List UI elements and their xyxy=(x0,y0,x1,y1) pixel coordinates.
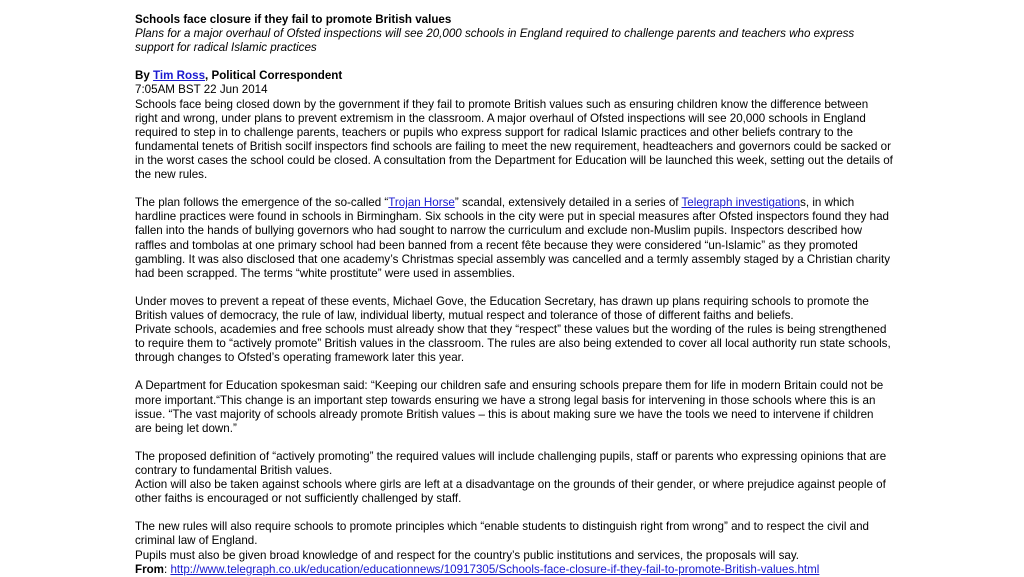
text-run: s, in which hardline practices were found in schools in Birmingham. Six schools in the city were put in special measures after Ofsted inspectors found they had fallen into the hands of bullying governors who had sought to narrow the curriculum and exclude non-Muslim pupils. Inspectors described how raffles and tombolas at one primary school had been banned from a recent fête because they were considered “un-Islamic” as they promoted gambling. It was also disclosed that one academy’s Christmas special assembly was cancelled and a termly assembly staged by a Christian charity had been scrapped. The terms “white prostitute” were used in assemblies. xyxy=(135,196,891,280)
spacer xyxy=(135,365,893,379)
source-label: From xyxy=(135,562,164,576)
headline: Schools face closure if they fail to promote British values xyxy=(135,13,452,26)
paragraph-spokesman-quote: A Department for Education spokesman said: “Keeping our children safe and ensuring schools prepare them for life in modern Britain could not be more important.“This change is an important step towards ensuring we have a strong legal basis for intervening in those schools where this is an issue. “The vast majority of schools already promote British values – this is about making sure we have the tools we need to intervene if children are being let down.” xyxy=(135,379,884,435)
text-run: ” scandal, extensively detailed in a series of xyxy=(454,196,682,210)
spacer xyxy=(135,281,893,295)
paragraph-trojan-horse xyxy=(135,196,893,281)
spacer xyxy=(135,506,893,520)
paragraph-action: Action will also be taken against schools where girls are left at a disadvantage on the grounds of their gender, or where prejudice against people of other faiths is encouraged or not sufficiently challenged by staff. xyxy=(135,478,886,506)
text-run: The plan follows the emergence of the so-called “ xyxy=(135,196,389,210)
author-link[interactable]: Tim Ross xyxy=(153,69,206,83)
paragraph-intro: Schools face being closed down by the government if they fail to promote British values such as ensuring children know the difference between right and wrong, under plans to prevent extremism in the classroom. A major overhaul of Ofsted inspections will see 20,000 schools in England required to step in to challenge parents, teachers or pupils who express support for radical Islamic practices and other beliefs contrary to the fundamental tenets of British socilf inspectors find schools are failing to meet the new requirement, headteachers and governors could be sacked or in the worst cases the school could be closed. A consultation from the Department for Education will be launched this week, setting out the details of the new rules. xyxy=(135,97,893,182)
telegraph-investigation-link[interactable]: Telegraph investigation xyxy=(681,196,801,210)
spacer xyxy=(135,436,893,450)
paragraph-private-schools: Private schools, academies and free schools must already show that they “respect” these values but the wording of the rules is being strengthened to require them to “actively promote” British values in the classroom. The rules are also being extended to cover all local authority run state schools, through changes to Ofsted’s operating framework later this year. xyxy=(135,323,891,365)
source-url-link[interactable]: http://www.telegraph.co.uk/education/educationnews/10917305/Schools-face-closure-if-they-fail-to-promote-British-values.html xyxy=(170,562,820,576)
paragraph-gove-plans: Under moves to prevent a repeat of these events, Michael Gove, the Education Secretary, has drawn up plans requiring schools to promote the British values of democracy, the rule of law, individual liberty, mutual respect and tolerance of those of different faiths and beliefs. xyxy=(135,294,869,322)
spacer xyxy=(135,55,893,69)
trojan-horse-link[interactable]: Trojan Horse xyxy=(388,196,455,210)
paragraph-new-rules: The new rules will also require schools to promote principles which “enable students to distinguish right from wrong” and to respect the civil and criminal law of England. xyxy=(135,520,869,548)
paragraph-pupils-knowledge: Pupils must also be given broad knowledge of and respect for the country’s public institutions and services, the proposals will say. xyxy=(135,548,799,562)
spacer xyxy=(135,182,893,196)
byline-role: , Political Correspondent xyxy=(205,69,343,83)
paragraph-definition: The proposed definition of “actively promoting” the required values will include challenging pupils, staff or parents who expressing opinions that are contrary to fundamental British values. xyxy=(135,449,887,477)
article xyxy=(135,13,893,577)
byline-prefix: By xyxy=(135,69,154,83)
standfirst: Plans for a major overhaul of Ofsted inspections will see 20,000 schools in England required to challenge parents and teachers who express support for radical Islamic practices xyxy=(135,27,855,55)
source-colon: : xyxy=(163,562,171,576)
byline xyxy=(135,69,893,83)
timestamp: 7:05AM BST 22 Jun 2014 xyxy=(135,83,268,97)
